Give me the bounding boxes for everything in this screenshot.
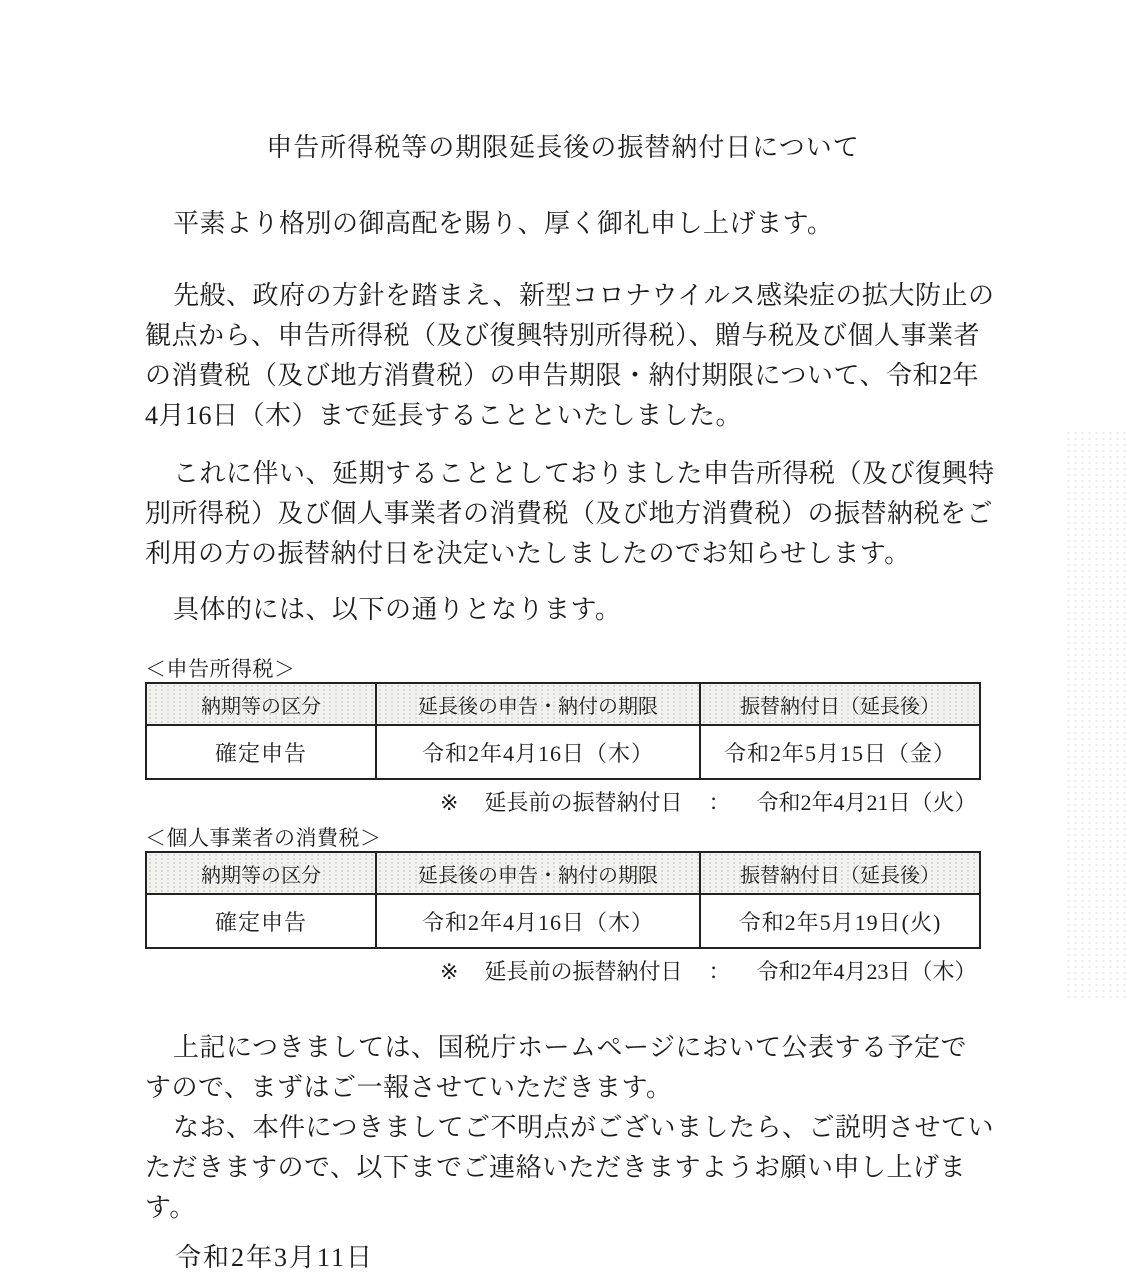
header-cell-extended-deadline: 延長後の申告・納付の期限 [376,683,700,725]
paragraph-line: すので、まずはご一報させていただきます。 [145,1073,673,1102]
note-value: 令和2年4月21日（火） [756,790,977,815]
table-header-row [146,683,980,725]
cell-category: 確定申告 [146,725,376,779]
income-tax-table [145,682,981,780]
table-row [146,894,980,948]
consumption-tax-table [145,851,981,949]
paragraph-line: の消費税（及び地方消費税）の申告期限・納付期限について、令和2年 [145,361,979,390]
header-cell-transfer-date: 振替納付日（延長後） [700,852,980,894]
consumption-tax-table-label: ＜個人事業者の消費税＞ [145,826,382,850]
header-cell-category: 納期等の区分 [146,852,376,894]
note-marker: ※ [440,959,459,984]
cell-transfer-date: 令和2年5月15日（金） [700,725,980,779]
note-label: 延長前の振替納付日 [484,959,683,984]
scan-noise-band [1065,430,1129,1000]
paragraph-line: なお、本件につきましてご不明点がございましたら、ご説明させてい [173,1113,994,1142]
note-separator: ： [708,959,731,984]
note-separator: ： [708,790,731,815]
table-row [146,725,980,779]
header-cell-transfer-date: 振替納付日（延長後） [700,683,980,725]
note-label: 延長前の振替納付日 [484,790,683,815]
paragraph-line: ただきますので、以下までご連絡いただきますようお願い申し上げま [145,1153,966,1182]
table-header-row [146,852,980,894]
note-value: 令和2年4月23日（木） [756,959,977,984]
paragraph-line: 先般、政府の方針を踏まえ、新型コロナウイルス感染症の拡大防止の [173,281,995,310]
paragraph-line: 別所得税）及び個人事業者の消費税（及び地方消費税）の振替納税をご [145,499,994,528]
header-cell-extended-deadline: 延長後の申告・納付の期限 [376,852,700,894]
cell-extended-deadline: 令和2年4月16日（木） [376,894,700,948]
greeting-paragraph: 平素より格別の御高配を賜り、厚く御礼申し上げます。 [173,209,834,238]
document-date: 令和2年3月11日 [175,1243,375,1272]
paragraph-line: 上記につきましては、国税庁ホームページにおいて公表する予定で [173,1033,967,1062]
paragraph-line: 観点から、申告所得税（及び復興特別所得税）、贈与税及び個人事業者 [145,321,981,350]
document-title: 申告所得税等の期限延長後の振替納付日について [266,133,860,162]
paragraph-line: これに伴い、延期することとしておりました申告所得税（及び復興特 [173,459,995,488]
consumption-tax-note [145,958,981,986]
closing-paragraph [145,1028,994,1228]
details-intro: 具体的には、以下の通りとなります。 [173,595,622,624]
header-cell-category: 納期等の区分 [146,683,376,725]
extension-paragraph [145,276,995,436]
paragraph-line: 4月16日（木）まで延長することといたしました。 [145,401,743,430]
notice-paragraph [145,454,995,574]
cell-extended-deadline: 令和2年4月16日（木） [376,725,700,779]
cell-category: 確定申告 [146,894,376,948]
income-tax-table-label: ＜申告所得税＞ [145,657,296,681]
paragraph-line: す。 [145,1193,196,1222]
income-tax-note [145,789,981,817]
note-marker: ※ [440,790,459,815]
cell-transfer-date: 令和2年5月19日(火) [700,894,980,948]
paragraph-line: 利用の方の振替納付日を決定いたしましたのでお知らせします。 [145,539,911,568]
scanned-document-page [145,128,995,1276]
